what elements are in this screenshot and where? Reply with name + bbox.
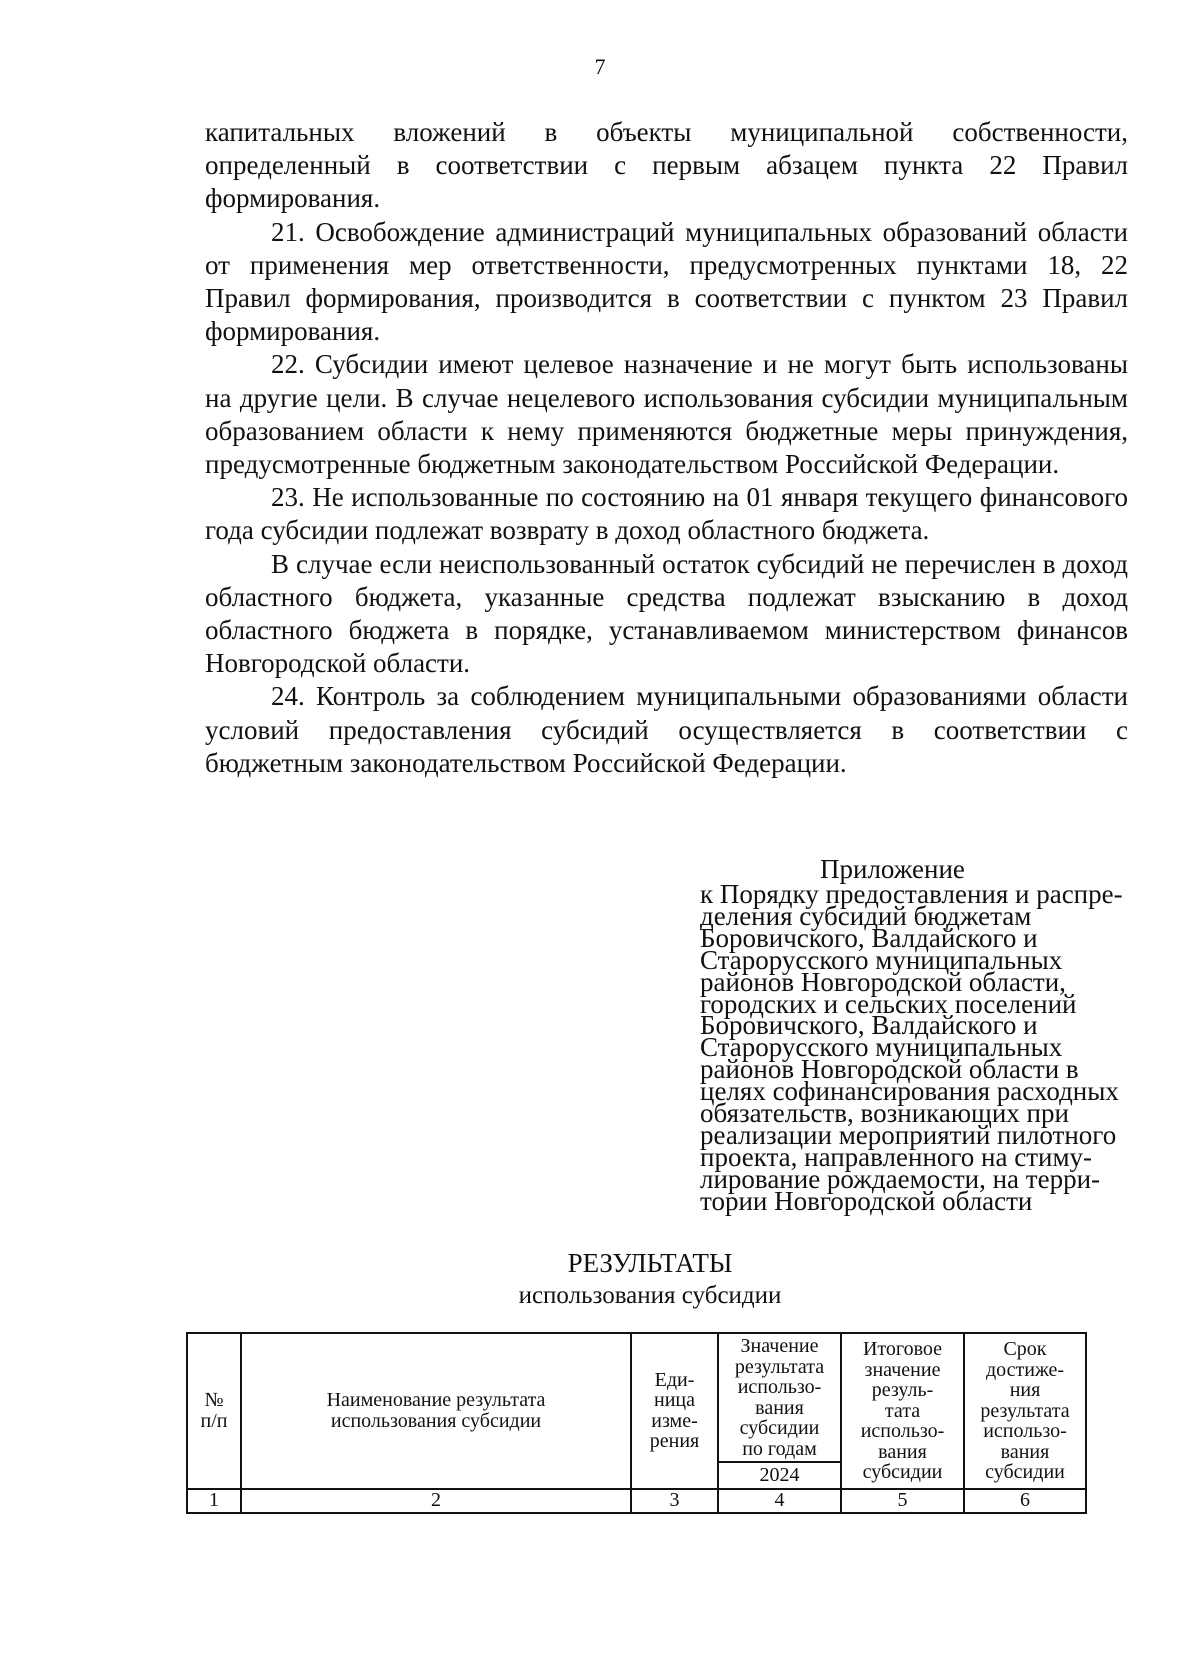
paragraph-24: 24. Контроль за соблюдением муниципальными образованиями области условий предоставления субсидий осуществляется в соответствии с бюджетным законодательством Российской Федерации. (205, 681, 1128, 778)
appendix-title: Приложение (820, 854, 965, 884)
header-unit: Еди- ница изме- рения (631, 1333, 718, 1489)
results-table (186, 1332, 1087, 1514)
header-result-name: Наименование результата использования субсидии (241, 1333, 631, 1489)
paragraph-23: 23. Не использованные по состоянию на 01 января текущего финансового года субсидии подлежат возврату в доход областного бюджета. (205, 482, 1128, 546)
table-column-numbers-row (187, 1489, 1086, 1513)
header-deadline: Срок достиже- ния результата использо- вания субсидии (964, 1333, 1086, 1489)
column-number-cell: 5 (841, 1489, 964, 1513)
paragraph-continuation: капитальных вложений в объекты муниципальной собственности, определенный в соответствии с первым абзацем пункта 22 Правил формирования. (205, 117, 1128, 214)
paragraph-unused-remainder: В случае если неиспользованный остаток субсидий не перечислен в доход областного бюджета, указанные средства подлежат взысканию в доход областного бюджета в порядке, устанавливаемом министерством финансов Новгородской области. (205, 548, 1128, 679)
appendix-reference: к Порядку предоставления и распре- деления субсидий бюджетам Боровичского, Валдайского и Старорусского муниципальных районов Новгородской области, городских и сельских поселений Боровичского, Валдайского и Старорусского муниципальных районов Новгородской области в целях софинансирования расходных обязательств, возникающих при реализации мероприятий пилотного проекта, направленного на стиму- лирование рождаемости, на терри- тории Новгородской области (700, 879, 1123, 1216)
column-number-cell: 3 (631, 1489, 718, 1513)
body-text (205, 116, 1128, 780)
header-value-by-years: Значение результата использо- вания субсидии по годам (718, 1333, 841, 1462)
page-number: 7 (594, 54, 606, 79)
results-heading: РЕЗУЛЬТАТЫ (567, 1248, 733, 1278)
paragraph-21: 21. Освобождение администраций муниципальных образований области от применения мер ответственности, предусмотренных пунктами 18, 22 Правил формирования, производится в соответствии с пунктом 23 Правил формирования. (205, 216, 1128, 347)
paragraph-22: 22. Субсидии имеют целевое назначение и не могут быть использованы на другие цели. В случае нецелевого использования субсидии муниципальным образованием области к нему применяются бюджетные меры принуждения, предусмотренные бюджетным законодательством Российской Федерации. (205, 349, 1128, 480)
column-number-cell: 2 (241, 1489, 631, 1513)
table-header-row (187, 1333, 1086, 1462)
column-number-cell: 4 (718, 1489, 841, 1513)
header-year: 2024 (718, 1462, 841, 1489)
column-number-cell: 1 (187, 1489, 241, 1513)
column-number-cell: 6 (964, 1489, 1086, 1513)
header-total-value: Итоговое значение резуль- тата использо- вания субсидии (841, 1333, 964, 1489)
results-subheading: использования субсидии (518, 1282, 782, 1309)
header-number: № п/п (187, 1333, 241, 1489)
